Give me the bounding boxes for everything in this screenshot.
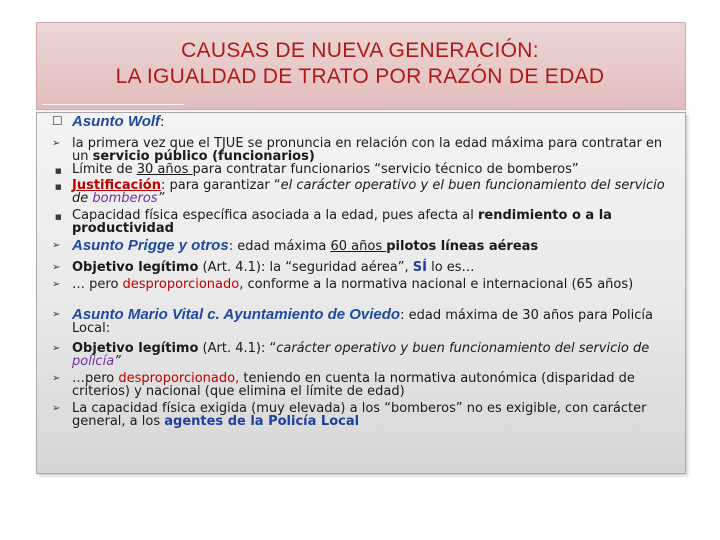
list-item: ➢ Objetivo legítimo (Art. 4.1): la “seguridad aérea”, SÍ lo es… [52,260,475,275]
bullet-list [52,115,672,432]
small-square-icon: ■ [55,183,62,191]
arrowhead-icon: ➢ [52,262,61,273]
small-square-icon: ■ [55,213,62,221]
title-divider [42,104,184,105]
small-square-icon: ■ [55,167,62,175]
list-item: ➢ …pero desproporcionado, teniendo en cuenta la normativa autonómica (disparidad de criterios) y nacional (que elimina el límite de edad) [52,371,635,399]
case-name-prigge: Asunto Prigge y otros [72,237,229,254]
list-item: ■ Límite de 30 años para contratar funcionarios “servicio técnico de bomberos” [55,162,579,177]
list-item: ■ Capacidad física específica asociada a la edad, pues afecta al rendimiento o a la productividad [55,208,612,236]
list-item: ➢ La capacidad física exigida (muy elevada) a los “bomberos” no es exigible, con carácter general, a los agentes de la Policía Local [52,401,647,429]
arrowhead-icon: ➢ [52,309,61,320]
title-line-2: LA IGUALDAD DE TRATO POR RAZÓN DE EDAD [115,65,605,88]
list-item: ➢ Asunto Prigge y otros: edad máxima 60 años pilotos líneas aéreas [52,237,539,254]
arrowhead-icon: ➢ [52,373,61,384]
list-item: ➢ la primera vez que el TJUE se pronuncia en relación con la edad máxima para contratar en un servicio público (funcionarios) [52,136,663,164]
list-item: ➢ Asunto Mario Vital c. Ayuntamiento de Oviedo: edad máxima de 30 años para Policía Local: [52,306,653,336]
hollow-square-icon: ☐ [52,114,63,128]
arrowhead-icon: ➢ [52,279,61,290]
list-item: ☐ Asunto Wolf: [52,113,165,130]
arrowhead-icon: ➢ [52,403,61,414]
list-item: ■ Justificación: para garantizar “el carácter operativo y el buen funcionamiento del servicio de bomberos” [55,178,665,206]
case-name-vital: Asunto Mario Vital c. Ayuntamiento de Oviedo [72,306,401,323]
arrowhead-icon: ➢ [52,343,61,354]
arrowhead-icon: ➢ [52,138,61,149]
slide-title [36,38,684,90]
arrowhead-icon: ➢ [52,240,61,251]
list-item: ➢ … pero desproporcionado, conforme a la normativa nacional e internacional (65 años) [52,277,634,292]
title-line-1: CAUSAS DE NUEVA GENERACIÓN: [181,39,539,62]
list-item: ➢ Objetivo legítimo (Art. 4.1): “carácter operativo y buen funcionamiento del servicio de policía” [52,341,650,369]
case-name-wolf: Asunto Wolf [72,113,161,130]
